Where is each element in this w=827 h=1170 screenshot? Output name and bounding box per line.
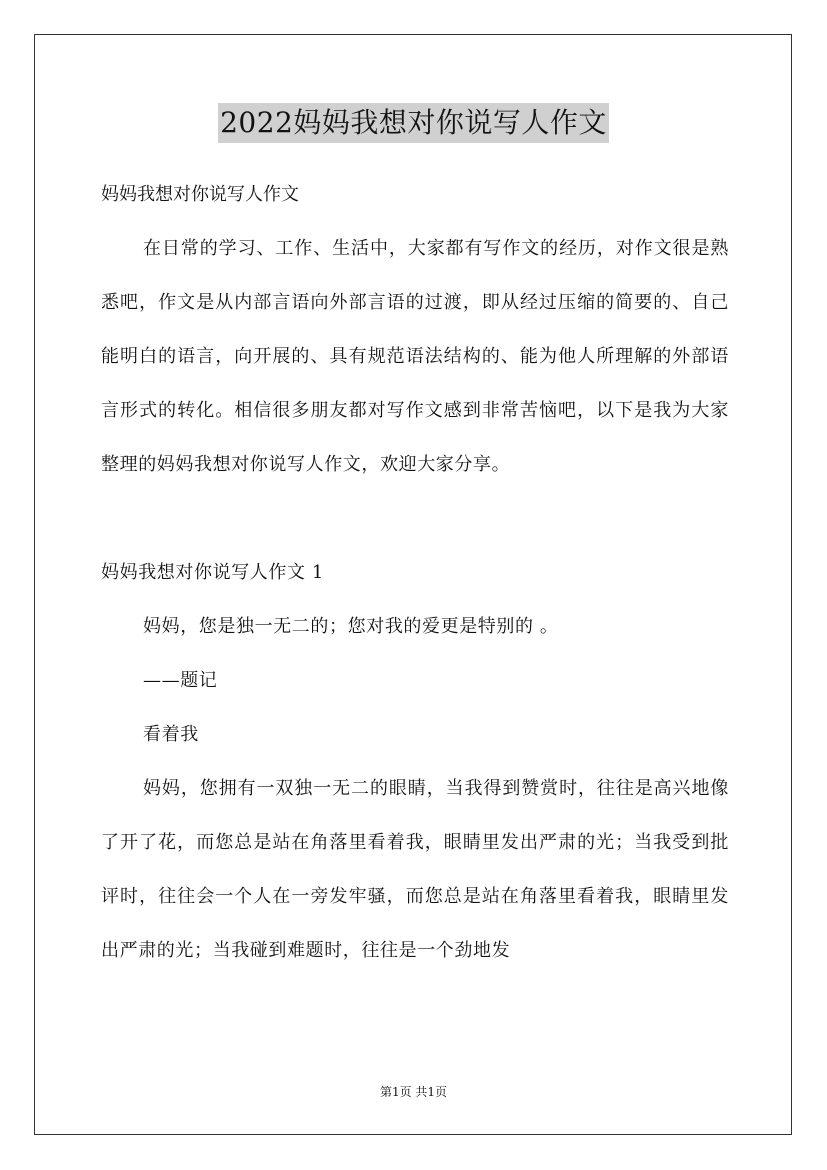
document-subtitle: 妈妈我想对你说写人作文 [101,184,299,205]
body-paragraph: 妈妈，您拥有一双独一无二的眼睛，当我得到赞赏时，往往是高兴地像了开了花，而您总是站在角落里看着我，眼睛里发出严肃的光；当我受到批评时，往往会一个人在一旁发牢骚，而您总是站在角落里看着我，眼睛里发出严肃的光；当我碰到难题时，往往是一个劲地发 [101,778,729,961]
section-title: 妈妈我想对你说写人作文 1 [101,562,324,583]
epigraph-note: ——题记 [143,670,218,691]
page-footer: 第1页 共1页 [379,1085,448,1099]
document-title: 2022妈妈我想对你说写人作文 [218,103,609,143]
title-container [0,103,827,143]
intro-paragraph: 在日常的学习、工作、生活中，大家都有写作文的经历，对作文很是熟悉吧，作文是从内部言语向外部言语的过渡，即从经过压缩的简要的、自己能明白的语言，向开展的、具有规范语法结构的、能为他人所理解的外部语言形式的转化。相信很多朋友都对写作文感到非常苦恼吧，以下是我为大家整理的妈妈我想对你说写人作文，欢迎大家分享。 [101,238,729,475]
paragraph-spacer [101,492,729,546]
document-body [101,168,729,978]
section-line: 妈妈，您是独一无二的；您对我的爱更是特别的 。 [143,616,559,637]
subheading: 看着我 [143,724,199,745]
